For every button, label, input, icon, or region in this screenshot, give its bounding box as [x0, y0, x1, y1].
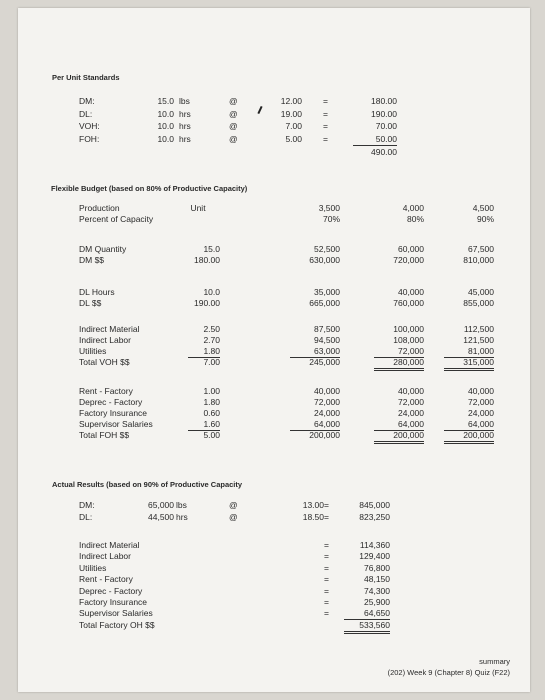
actual-oh-value: 114,360 — [359, 540, 390, 550]
per-unit-at: @ — [229, 121, 238, 131]
per-unit-label: DM: — [79, 96, 95, 106]
per-unit-at: @ — [229, 96, 238, 106]
flex-row-value: 40,000 — [468, 386, 494, 396]
flex-budget-title: Flexible Budget (based on 80% of Productive Capacity) — [51, 184, 248, 193]
actual-oh-eq: = — [324, 551, 329, 562]
flex-row-value: 121,500 — [463, 335, 494, 345]
flex-row-value: 245,000 — [309, 357, 340, 367]
per-unit-price: 7.00 — [285, 121, 302, 131]
flex-header-col: 80% — [406, 214, 424, 224]
flex-row-unit: 7.00 — [203, 357, 220, 367]
flex-row-value: 200,000 — [309, 430, 340, 440]
flex-row-value: 40,000 — [398, 287, 424, 297]
actual-oh-eq: = — [324, 585, 329, 596]
actual-price: 13.00 — [302, 500, 324, 510]
flex-row-label: Factory Insurance — [79, 408, 148, 418]
per-unit-price: 5.00 — [285, 133, 302, 144]
actual-label: DM: — [79, 500, 95, 510]
actual-oh-value: 48,150 — [364, 574, 390, 585]
flex-row-value: 40,000 — [314, 386, 340, 396]
flex-row-value: 24,000 — [468, 408, 494, 418]
actual-oh-value: 74,300 — [364, 585, 390, 596]
actual-oh-label: Total Factory OH $$ — [79, 619, 155, 630]
actual-unit: lbs — [176, 500, 187, 510]
per-unit-unit: hrs — [179, 121, 191, 131]
flex-row-unit: 15.0 — [203, 244, 220, 254]
flex-row-unit: 1.80 — [203, 397, 220, 407]
flex-row-label: Indirect Material — [79, 324, 140, 334]
flex-row-value: 40,000 — [398, 386, 424, 396]
per-unit-total: 190.00 — [371, 108, 397, 119]
pen-mark — [257, 106, 262, 114]
footer-summary: summary — [479, 657, 510, 666]
per-unit-at: @ — [229, 133, 238, 144]
flex-row-unit: 2.50 — [203, 324, 220, 334]
per-unit-unit: lbs — [179, 96, 190, 106]
flex-row-value: 108,000 — [393, 335, 424, 345]
flex-header-col: 90% — [476, 214, 494, 224]
flex-row-value: 112,500 — [463, 324, 494, 334]
flex-row-unit: 180.00 — [194, 255, 220, 265]
actual-oh-value: 76,800 — [364, 562, 390, 573]
flex-row-value: 63,000 — [290, 346, 340, 358]
flex-row-label: Indirect Labor — [79, 335, 131, 345]
flex-header-col: 3,500 — [318, 203, 340, 213]
actual-label: DL: — [79, 512, 93, 522]
actual-oh-label: Factory Insurance — [79, 597, 148, 607]
flex-row-value: 855,000 — [463, 298, 494, 308]
flex-row-label: Deprec - Factory — [79, 397, 143, 407]
actual-oh-eq: = — [324, 597, 329, 607]
flex-row-unit: 1.80 — [188, 346, 220, 358]
flex-row-value: 810,000 — [463, 255, 494, 265]
per-unit-qty: 10.0 — [157, 108, 174, 119]
actual-oh-eq: = — [324, 608, 329, 619]
flex-row-unit: 2.70 — [203, 335, 220, 345]
flex-row-label: DM Quantity — [79, 244, 127, 254]
actual-at: @ — [229, 500, 238, 510]
flex-row-value: 64,000 — [290, 419, 340, 431]
per-unit-total: 180.00 — [371, 96, 397, 106]
flex-header-label: Production — [79, 203, 120, 213]
flex-row-unit: 10.0 — [203, 287, 220, 297]
per-unit-eq: = — [323, 108, 328, 119]
flex-header-col: 4,500 — [472, 203, 494, 213]
per-unit-at: @ — [229, 108, 238, 119]
flex-row-value: 200,000 — [374, 430, 424, 444]
per-unit-unit: hrs — [179, 108, 191, 119]
per-unit-qty: 15.0 — [157, 96, 174, 106]
flex-row-value: 630,000 — [309, 255, 340, 265]
flex-row-value: 64,000 — [444, 419, 494, 431]
actual-oh-eq: = — [324, 540, 329, 550]
per-unit-eq: = — [323, 96, 328, 106]
flex-row-label: Rent - Factory — [79, 386, 133, 396]
per-unit-eq: = — [323, 133, 328, 144]
actual-oh-label: Supervisor Salaries — [79, 608, 153, 619]
flex-row-unit: 190.00 — [194, 298, 220, 308]
actual-oh-label: Utilities — [79, 562, 107, 573]
actual-oh-label: Indirect Material — [79, 540, 140, 550]
per-unit-title: Per Unit Standards — [52, 73, 120, 82]
actual-oh-value: 533,560 — [344, 620, 390, 634]
flex-row-value: 72,000 — [398, 397, 424, 407]
actual-total: 823,250 — [359, 512, 390, 522]
actual-oh-label: Rent - Factory — [79, 574, 133, 585]
per-unit-qty: 10.0 — [157, 121, 174, 131]
flex-row-label: Total VOH $$ — [79, 357, 130, 367]
actual-oh-value: 129,400 — [359, 551, 390, 562]
actual-price: 18.50 — [302, 512, 324, 522]
flex-row-value: 100,000 — [393, 324, 424, 334]
actual-qty: 44,500 — [148, 512, 174, 522]
actual-oh-label: Deprec - Factory — [79, 585, 143, 596]
flex-row-value: 24,000 — [314, 408, 340, 418]
per-unit-label: FOH: — [79, 133, 100, 144]
flex-unit-header: Unit — [190, 203, 206, 213]
per-unit-label: VOH: — [79, 121, 100, 131]
flex-row-unit: 1.60 — [188, 419, 220, 431]
per-unit-label: DL: — [79, 108, 93, 119]
flex-row-value: 665,000 — [309, 298, 340, 308]
actual-oh-value: 25,900 — [364, 597, 390, 607]
actual-oh-eq: = — [324, 562, 329, 573]
actual-unit: hrs — [176, 512, 188, 522]
flex-row-label: DL $$ — [79, 298, 102, 308]
flex-row-value: 760,000 — [393, 298, 424, 308]
actual-eq: = — [324, 512, 329, 522]
per-unit-qty: 10.0 — [157, 133, 174, 144]
flex-row-unit: 1.00 — [203, 386, 220, 396]
flex-row-label: DL Hours — [79, 287, 115, 297]
per-unit-unit: hrs — [179, 133, 191, 144]
flex-row-value: 45,000 — [468, 287, 494, 297]
per-unit-total: 50.00 — [353, 134, 397, 146]
flex-row-value: 35,000 — [314, 287, 340, 297]
flex-header-label: Percent of Capacity — [79, 214, 154, 224]
flex-row-value: 72,000 — [468, 397, 494, 407]
actual-title: Actual Results (based on 90% of Productive Capacity — [52, 480, 243, 489]
actual-at: @ — [229, 512, 238, 522]
flex-row-value: 81,000 — [444, 346, 494, 358]
flex-row-label: DM $$ — [79, 255, 105, 265]
flex-row-value: 94,500 — [314, 335, 340, 345]
document-page — [18, 8, 530, 692]
actual-oh-value: 64,650 — [344, 608, 390, 620]
flex-row-value: 72,000 — [374, 346, 424, 358]
flex-row-value: 315,000 — [444, 357, 494, 371]
per-unit-price: 12.00 — [280, 96, 302, 106]
actual-total: 845,000 — [359, 500, 390, 510]
flex-row-value: 52,500 — [314, 244, 340, 254]
flex-row-value: 200,000 — [444, 430, 494, 444]
actual-oh-eq: = — [324, 574, 329, 585]
flex-header-col: 70% — [322, 214, 340, 224]
flex-row-unit: 5.00 — [203, 430, 220, 440]
flex-header-col: 4,000 — [402, 203, 424, 213]
flex-row-unit: 0.60 — [203, 408, 220, 418]
flex-row-label: Total FOH $$ — [79, 430, 130, 440]
flex-row-value: 720,000 — [393, 255, 424, 265]
per-unit-total: 70.00 — [375, 121, 397, 131]
flex-row-value: 60,000 — [398, 244, 424, 254]
flex-row-label: Utilities — [79, 346, 107, 356]
actual-qty: 65,000 — [148, 500, 174, 510]
actual-oh-label: Indirect Labor — [79, 551, 131, 562]
footer-caption: (202) Week 9 (Chapter 8) Quiz (F22) — [387, 668, 510, 677]
flex-row-value: 87,500 — [314, 324, 340, 334]
flex-row-value: 72,000 — [314, 397, 340, 407]
per-unit-price: 19.00 — [280, 108, 302, 119]
flex-row-value: 24,000 — [398, 408, 424, 418]
flex-row-value: 280,000 — [374, 357, 424, 371]
flex-row-value: 64,000 — [374, 419, 424, 431]
actual-eq: = — [324, 500, 329, 510]
flex-row-value: 67,500 — [468, 244, 494, 254]
per-unit-eq: = — [323, 121, 328, 131]
per-unit-grand-total: 490.00 — [371, 147, 397, 157]
flex-row-label: Supervisor Salaries — [79, 419, 153, 429]
